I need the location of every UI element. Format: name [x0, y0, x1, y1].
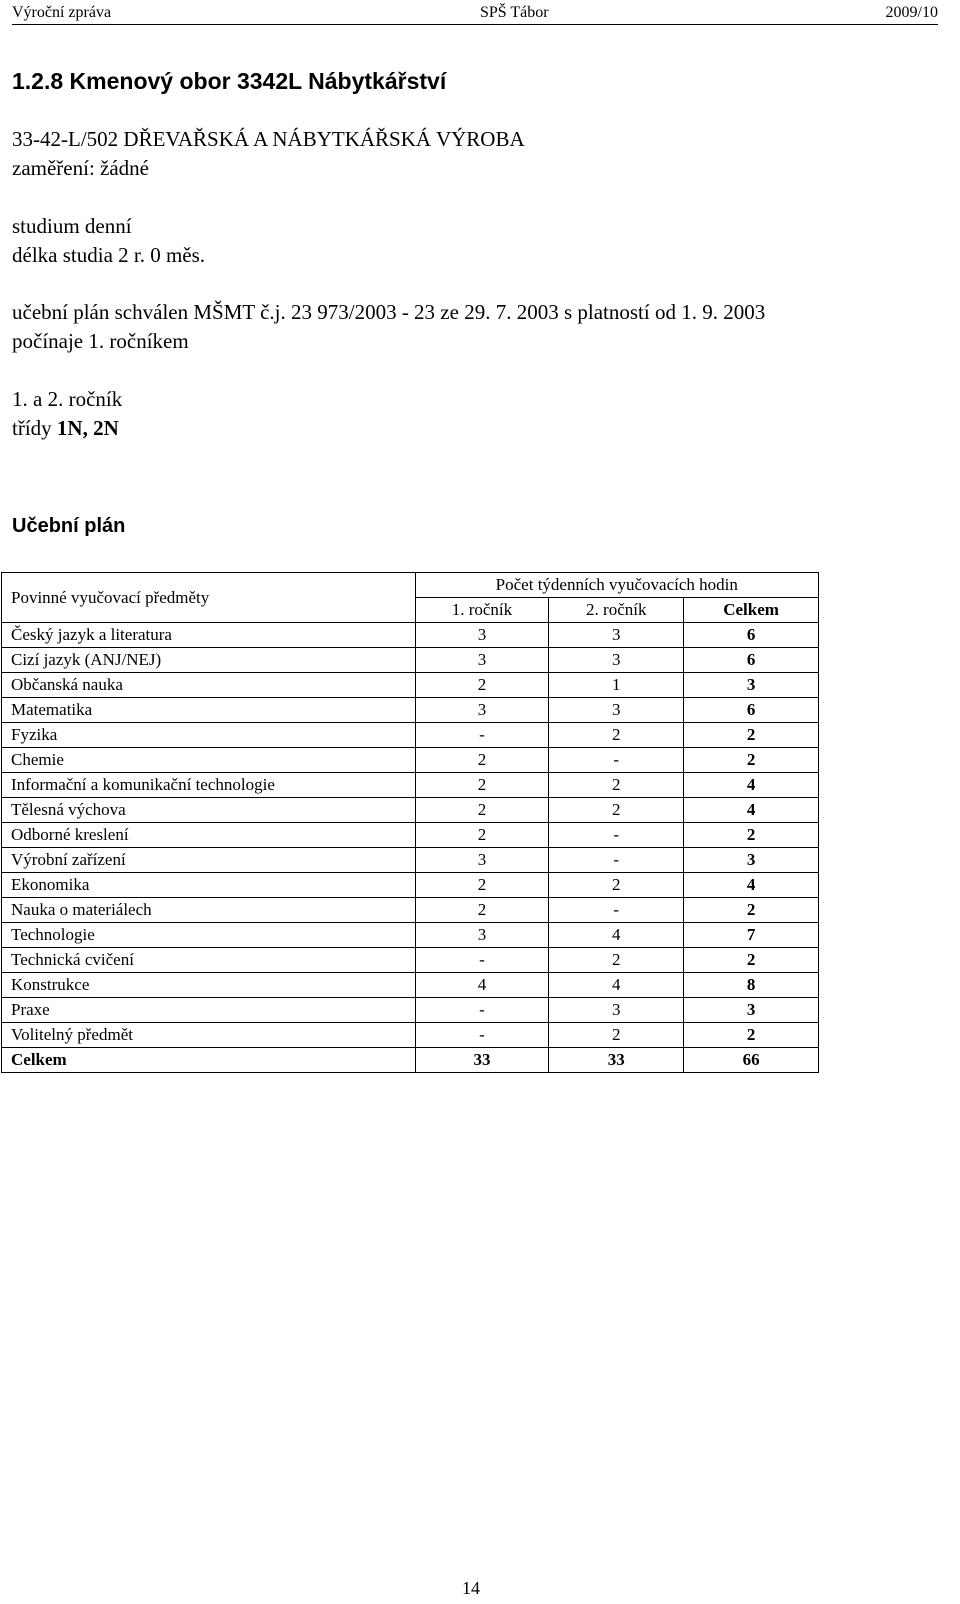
total-cell: 2	[684, 748, 819, 773]
subject-cell: Nauka o materiálech	[2, 898, 416, 923]
subject-cell: Matematika	[2, 698, 416, 723]
classes-text	[12, 416, 119, 441]
year1-cell: 2	[415, 873, 549, 898]
year1-header: 1. ročník	[415, 598, 549, 623]
table-row	[2, 1023, 819, 1048]
year1-cell: 2	[415, 748, 549, 773]
total-cell: 3	[684, 998, 819, 1023]
study-duration: délka studia 2 r. 0 měs.	[12, 243, 206, 267]
table-row	[2, 973, 819, 998]
year1-cell: 3	[415, 648, 549, 673]
total-cell: 2	[684, 1023, 819, 1048]
year2-cell: 3	[549, 998, 684, 1023]
year2-cell: 3	[549, 648, 684, 673]
subject-cell: Výrobní zařízení	[2, 848, 416, 873]
subject-cell: Cizí jazyk (ANJ/NEJ)	[2, 648, 416, 673]
year2-cell: -	[549, 748, 684, 773]
total-cell: 2	[684, 948, 819, 973]
year2-cell: 2	[549, 873, 684, 898]
year1-cell: 2	[415, 823, 549, 848]
study-form: studium denní	[12, 214, 132, 238]
plan-title: Učební plán	[12, 515, 126, 537]
total-label: Celkem	[2, 1048, 416, 1073]
year1-cell: 3	[415, 698, 549, 723]
subject-cell: Chemie	[2, 748, 416, 773]
year1-cell: 3	[415, 923, 549, 948]
subject-cell: Fyzika	[2, 723, 416, 748]
year1-cell: 3	[415, 848, 549, 873]
total-cell: 2	[684, 898, 819, 923]
year2-cell: -	[549, 823, 684, 848]
table-row	[2, 748, 819, 773]
year2-cell: 2	[549, 723, 684, 748]
year1-cell: -	[415, 998, 549, 1023]
year2-cell: 3	[549, 623, 684, 648]
table-row	[2, 648, 819, 673]
total-year1: 33	[415, 1048, 549, 1073]
subject-cell: Technická cvičení	[2, 948, 416, 973]
subject-cell: Informační a komunikační technologie	[2, 773, 416, 798]
total-cell: 2	[684, 723, 819, 748]
total-cell: 3	[684, 848, 819, 873]
total-cell: 4	[684, 873, 819, 898]
table-total-row	[2, 1048, 819, 1073]
total-cell: 6	[684, 648, 819, 673]
year1-cell: 2	[415, 773, 549, 798]
total-year2: 33	[549, 1048, 684, 1073]
table-row	[2, 948, 819, 973]
subject-cell: Ekonomika	[2, 873, 416, 898]
table-header-row	[2, 573, 819, 598]
subject-cell: Konstrukce	[2, 973, 416, 998]
total-cell: 3	[684, 673, 819, 698]
subject-cell: Občanská nauka	[2, 673, 416, 698]
subject-cell: Odborné kreslení	[2, 823, 416, 848]
table-row	[2, 923, 819, 948]
subject-cell: Český jazyk a literatura	[2, 623, 416, 648]
total-overall: 66	[684, 1048, 819, 1073]
total-cell: 6	[684, 623, 819, 648]
approval-text: učební plán schválen MŠMT č.j. 23 973/2003 - 23 ze 29. 7. 2003 s platností od 1. 9. 2003	[12, 300, 766, 324]
table-row	[2, 898, 819, 923]
table-row	[2, 698, 819, 723]
table-row	[2, 623, 819, 648]
page-header	[12, 2, 938, 25]
year2-cell: 2	[549, 948, 684, 973]
year2-cell: 2	[549, 773, 684, 798]
approval-text-continued: počínaje 1. ročníkem	[12, 329, 189, 353]
years-text: 1. a 2. ročník	[12, 387, 123, 411]
table-row	[2, 998, 819, 1023]
year2-cell: 2	[549, 1023, 684, 1048]
curriculum-table	[1, 572, 819, 1073]
year2-cell: 4	[549, 973, 684, 998]
year2-cell: -	[549, 898, 684, 923]
table-row	[2, 723, 819, 748]
table-row	[2, 823, 819, 848]
total-cell: 2	[684, 823, 819, 848]
year1-cell: -	[415, 1023, 549, 1048]
year1-cell: 3	[415, 623, 549, 648]
year2-cell: -	[549, 848, 684, 873]
total-cell: 8	[684, 973, 819, 998]
subject-cell: Tělesná výchova	[2, 798, 416, 823]
year2-header: 2. ročník	[549, 598, 684, 623]
header-report-title: Výroční zpráva	[12, 4, 112, 21]
table-row	[2, 673, 819, 698]
year2-cell: 2	[549, 798, 684, 823]
total-cell: 4	[684, 773, 819, 798]
year1-cell: 2	[415, 673, 549, 698]
program-focus: zaměření: žádné	[12, 156, 149, 180]
subject-cell: Volitelný předmět	[2, 1023, 416, 1048]
table-row	[2, 873, 819, 898]
subject-cell: Technologie	[2, 923, 416, 948]
year2-cell: 3	[549, 698, 684, 723]
subject-cell: Praxe	[2, 998, 416, 1023]
table-row	[2, 848, 819, 873]
total-cell: 4	[684, 798, 819, 823]
header-school-year: 2009/10	[885, 4, 938, 21]
total-cell: 7	[684, 923, 819, 948]
classes-label: třídy	[12, 416, 57, 440]
year2-cell: 4	[549, 923, 684, 948]
classes-value: 1N, 2N	[56, 416, 119, 440]
year1-cell: -	[415, 948, 549, 973]
total-header: Celkem	[684, 598, 819, 623]
section-title: 1.2.8 Kmenový obor 3342L Nábytkářství	[12, 68, 447, 94]
year1-cell: 2	[415, 798, 549, 823]
subjects-header: Povinné vyučovací předměty	[2, 573, 416, 623]
total-cell: 6	[684, 698, 819, 723]
table-row	[2, 798, 819, 823]
year1-cell: 4	[415, 973, 549, 998]
year1-cell: -	[415, 723, 549, 748]
page-number: 14	[462, 1578, 480, 1598]
year1-cell: 2	[415, 898, 549, 923]
year2-cell: 1	[549, 673, 684, 698]
header-school-name: SPŠ Tábor	[480, 4, 549, 21]
hours-header: Počet týdenních vyučovacích hodin	[415, 573, 818, 598]
program-code: 33-42-L/502 DŘEVAŘSKÁ A NÁBYTKÁŘSKÁ VÝROBA	[12, 127, 525, 151]
table-row	[2, 773, 819, 798]
